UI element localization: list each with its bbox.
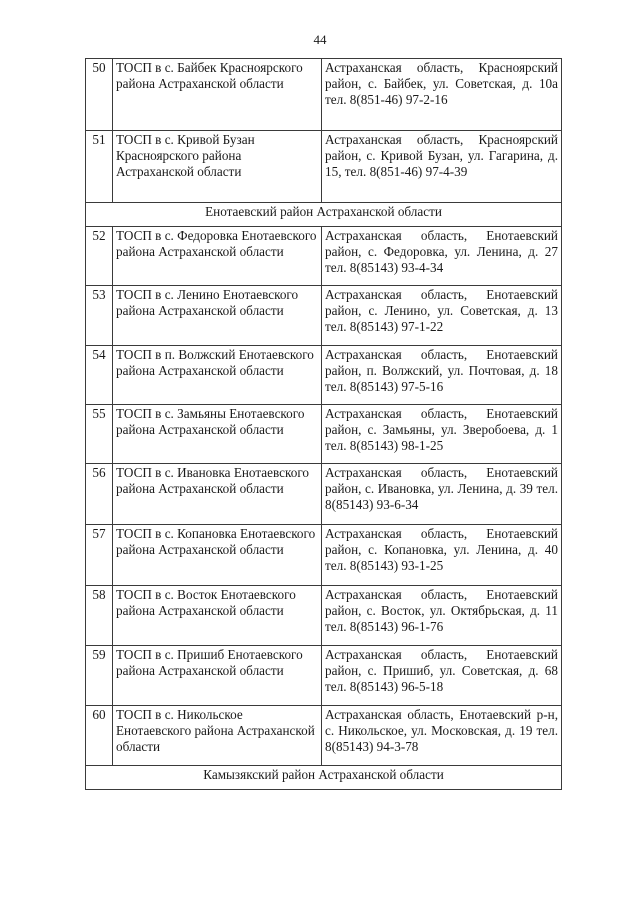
row-number: 51 — [86, 131, 113, 203]
office-address: Астраханская область, Енотаевский район, с. Ленино, ул. Советская, д. 13 тел. 8(85143) 97-1-22 — [322, 286, 562, 346]
row-number: 56 — [86, 464, 113, 525]
table-row — [86, 286, 562, 346]
office-address: Астраханская область, Енотаевский район, с. Замьяны, ул. Зверобоева, д. 1 тел. 8(85143) 98-1-25 — [322, 405, 562, 464]
office-name: ТОСП в с. Никольское Енотаевского района Астраханской области — [113, 706, 322, 766]
office-name: ТОСП в с. Федоровка Енотаевского района Астраханской области — [113, 227, 322, 286]
row-number: 52 — [86, 227, 113, 286]
office-address: Астраханская область, Красноярский район, с. Кривой Бузан, ул. Гагарина, д. 15, тел. 8(851-46) 97-4-39 — [322, 131, 562, 203]
section-title: Енотаевский район Астраханской области — [86, 203, 562, 227]
row-number: 57 — [86, 525, 113, 586]
row-number: 55 — [86, 405, 113, 464]
table-row — [86, 586, 562, 646]
office-address: Астраханская область, Красноярский район, с. Байбек, ул. Советская, д. 10а тел. 8(851-46) 97-2-16 — [322, 59, 562, 131]
table-row — [86, 59, 562, 131]
registry-table-body — [86, 59, 562, 790]
section-row — [86, 766, 562, 790]
table-row — [86, 525, 562, 586]
office-address: Астраханская область, Енотаевский район, с. Пришиб, ул. Советская, д. 68 тел. 8(85143) 96-5-18 — [322, 646, 562, 706]
table-row — [86, 646, 562, 706]
office-name: ТОСП в с. Восток Енотаевского района Астраханской области — [113, 586, 322, 646]
office-address: Астраханская область, Енотаевский район, п. Волжский, ул. Почтовая, д. 18 тел. 8(85143) 97-5-16 — [322, 346, 562, 405]
row-number: 60 — [86, 706, 113, 766]
office-name: ТОСП в с. Замьяны Енотаевского района Астраханской области — [113, 405, 322, 464]
row-number: 58 — [86, 586, 113, 646]
registry-table — [85, 58, 562, 790]
row-number: 53 — [86, 286, 113, 346]
office-name: ТОСП в с. Кривой Бузан Красноярского района Астраханской области — [113, 131, 322, 203]
table-row — [86, 227, 562, 286]
office-name: ТОСП в с. Ленино Енотаевского района Астраханской области — [113, 286, 322, 346]
office-name: ТОСП в с. Ивановка Енотаевского района Астраханской области — [113, 464, 322, 525]
office-name: ТОСП в с. Байбек Красноярского района Астраханской области — [113, 59, 322, 131]
office-address: Астраханская область, Енотаевский район, с. Копановка, ул. Ленина, д. 40 тел. 8(85143) 93-1-25 — [322, 525, 562, 586]
table-row — [86, 346, 562, 405]
office-address: Астраханская область, Енотаевский район, с. Ивановка, ул. Ленина, д. 39 тел. 8(85143) 93-6-34 — [322, 464, 562, 525]
row-number: 54 — [86, 346, 113, 405]
row-number: 59 — [86, 646, 113, 706]
page-number: 44 — [313, 32, 327, 47]
office-address: Астраханская область, Енотаевский р-н, с. Никольское, ул. Московская, д. 19 тел. 8(85143) 94-3-78 — [322, 706, 562, 766]
office-address: Астраханская область, Енотаевский район, с. Восток, ул. Октябрьская, д. 11 тел. 8(85143) 96-1-76 — [322, 586, 562, 646]
office-name: ТОСП в с. Пришиб Енотаевского района Астраханской области — [113, 646, 322, 706]
office-name: ТОСП в с. Копановка Енотаевского района Астраханской области — [113, 525, 322, 586]
row-number: 50 — [86, 59, 113, 131]
office-address: Астраханская область, Енотаевский район, с. Федоровка, ул. Ленина, д. 27 тел. 8(85143) 93-4-34 — [322, 227, 562, 286]
table-row — [86, 405, 562, 464]
section-row — [86, 203, 562, 227]
table-row — [86, 706, 562, 766]
table-row — [86, 131, 562, 203]
table-row — [86, 464, 562, 525]
office-name: ТОСП в п. Волжский Енотаевского района Астраханской области — [113, 346, 322, 405]
section-title: Камызякский район Астраханской области — [86, 766, 562, 790]
